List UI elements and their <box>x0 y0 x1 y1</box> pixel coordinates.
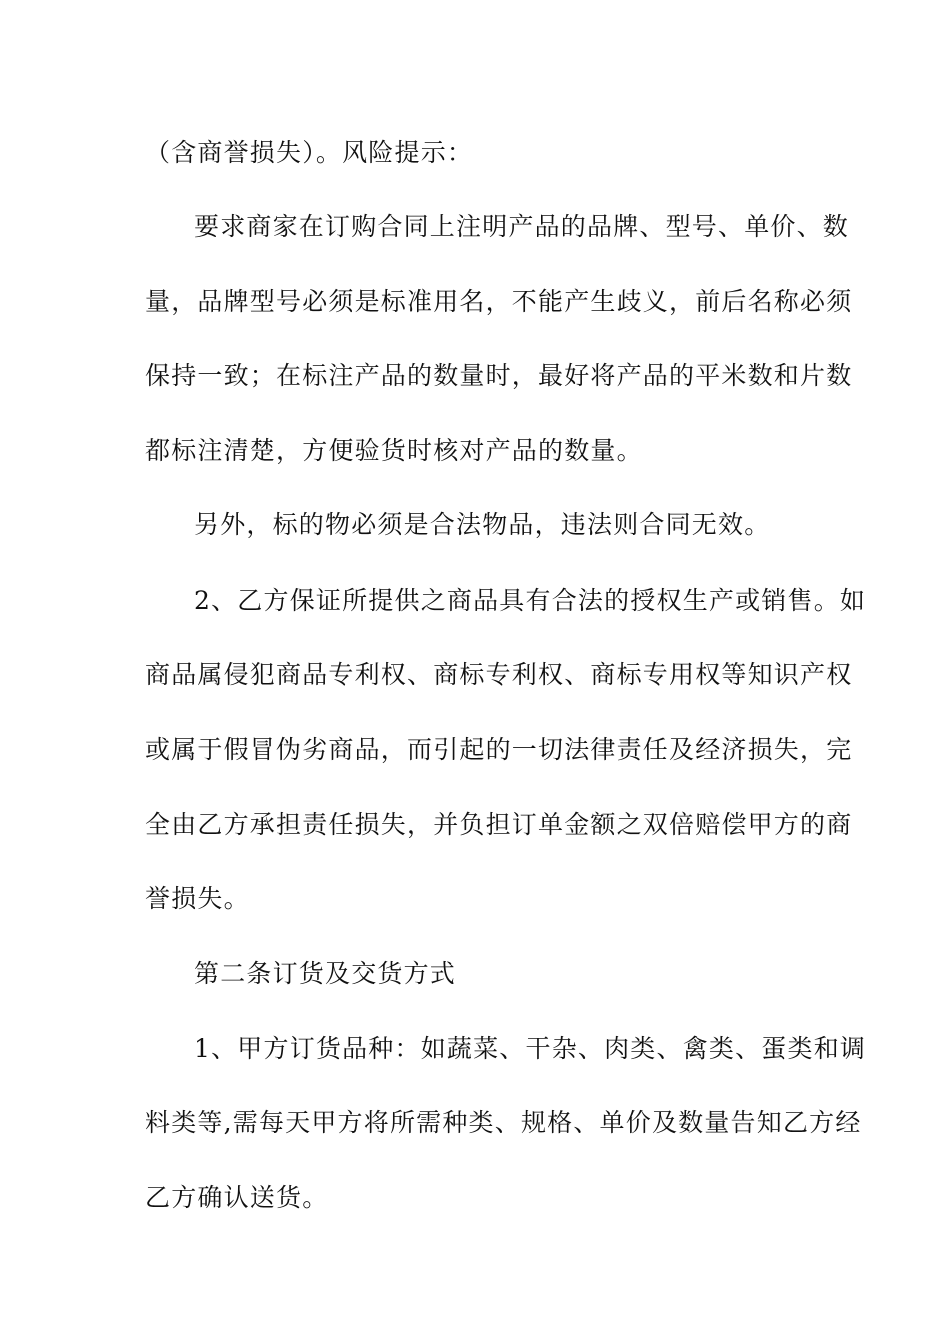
text-line: 量，品牌型号必须是标准用名，不能产生歧义，前后名称必须 <box>145 287 853 316</box>
text-line: 或属于假冒伪劣商品，而引起的一切法律责任及经济损失，完 <box>145 735 853 764</box>
paragraph-line: 2、乙方保证所提供之商品具有合法的授权生产或销售。如 <box>194 586 867 615</box>
text-line: 都标注清楚，方便验货时核对产品的数量。 <box>145 436 643 465</box>
text-line: 誉损失。 <box>145 884 250 913</box>
text-line: 保持一致；在标注产品的数量时，最好将产品的平米数和片数 <box>145 361 853 390</box>
paragraph-line: 要求商家在订购合同上注明产品的品牌、型号、单价、数 <box>194 212 850 241</box>
paragraph-line: 另外，标的物必须是合法物品，违法则合同无效。 <box>194 510 771 539</box>
section-heading: 第二条订货及交货方式 <box>194 959 457 988</box>
text-line: 商品属侵犯商品专利权、商标专利权、商标专用权等知识产权 <box>145 660 853 689</box>
text-line: 乙方确认送货。 <box>145 1183 329 1212</box>
paragraph-line: 1、甲方订货品种：如蔬菜、干杂、肉类、禽类、蛋类和调 <box>194 1034 867 1063</box>
text-line: 全由乙方承担责任损失，并负担订单金额之双倍赔偿甲方的商 <box>145 810 853 839</box>
text-line: （含商誉损失）。风险提示： <box>145 138 474 167</box>
text-line: 料类等,需每天甲方将所需种类、规格、单价及数量告知乙方经 <box>145 1108 862 1137</box>
